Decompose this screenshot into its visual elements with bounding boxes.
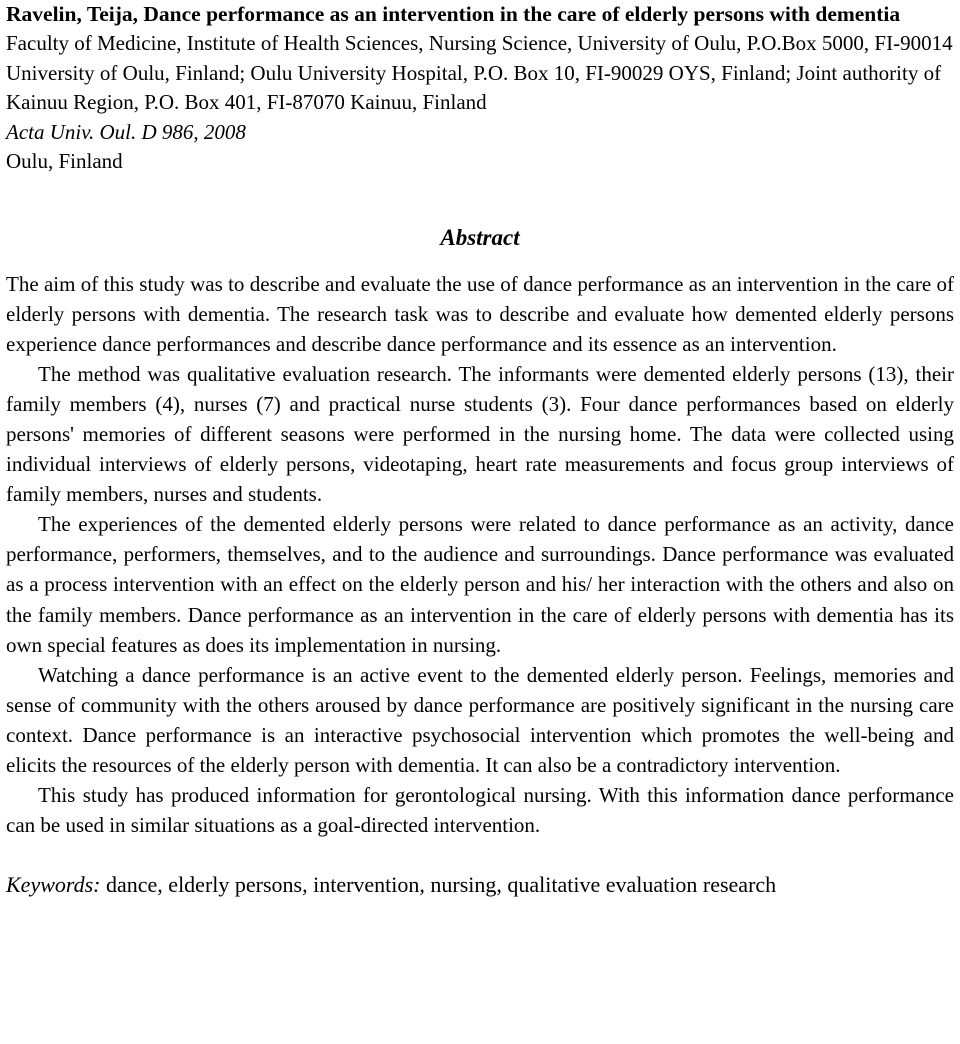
author-affiliation: Faculty of Medicine, Institute of Health Sciences, Nursing Science, University of Oulu, P.O.Box 5000, FI-90014 University of Oulu, Finland; Oulu University Hospital, P.O. Box 10, FI-90029 OYS, Finland; Joint authority of Kainuu Region, P.O. Box 401, FI-87070 Kainuu, Finland xyxy=(6,31,953,114)
journal-citation: Acta Univ. Oul. D 986, 2008 xyxy=(6,119,246,144)
abstract-heading: Abstract xyxy=(440,224,520,250)
abstract-paragraph: The aim of this study was to describe and evaluate the use of dance performance as an intervention in the care of elderly persons with dementia. The research task was to describe and evaluate how demented elderly persons experience dance performances and describe dance performance and its essence as an intervention. xyxy=(6,271,954,356)
publication-place: Oulu, Finland xyxy=(6,149,123,173)
keywords-line xyxy=(6,870,954,900)
abstract-body xyxy=(6,269,954,841)
abstract-paragraph: This study has produced information for gerontological nursing. With this information dance performance can be used in similar situations as a goal-directed intervention. xyxy=(6,783,954,838)
abstract-paragraph: The experiences of the demented elderly persons were related to dance performance as an activity, dance performance, performers, themselves, and to the audience and surroundings. Dance performance was evaluated as a process intervention with an effect on the elderly person and his/ her interaction with the others and also on the family members. Dance performance as an intervention in the care of elderly persons with dementia has its own special features as does its implementation in nursing. xyxy=(6,512,954,657)
keywords-label: Keywords: xyxy=(6,872,101,898)
abstract-paragraph: Watching a dance performance is an active event to the demented elderly person. Feelings, memories and sense of community with the others aroused by dance performance are positively significant in the nursing care context. Dance performance is an interactive psychosocial intervention which promotes the well-being and elicits the resources of the elderly person with dementia. It can also be a contradictory intervention. xyxy=(6,662,954,777)
abstract-paragraph: The method was qualitative evaluation research. The informants were demented elderly persons (13), their family members (4), nurses (7) and practical nurse students (3). Four dance performances based on elderly persons' memories of different seasons were performed in the nursing home. The data were collected using individual interviews of elderly persons, videotaping, heart rate measurements and focus group interviews of family members, nurses and students. xyxy=(6,361,954,507)
document-title: Ravelin, Teija, Dance performance as an intervention in the care of elderly persons with dementia xyxy=(6,2,901,26)
keywords-list: dance, elderly persons, intervention, nursing, qualitative evaluation research xyxy=(106,872,777,898)
